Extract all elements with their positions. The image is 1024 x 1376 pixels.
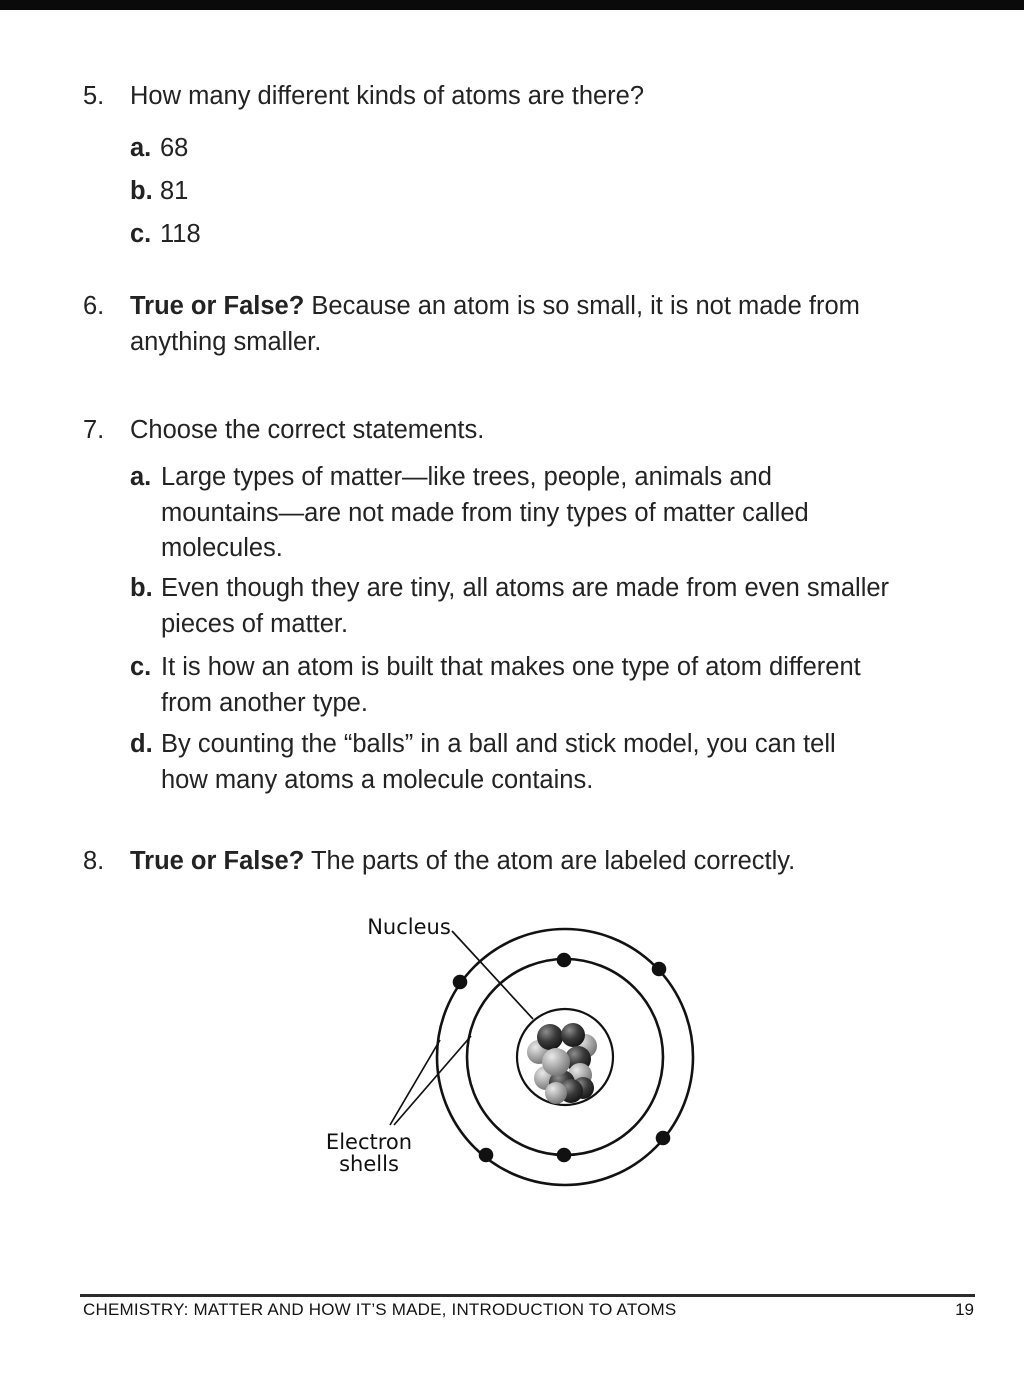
option-letter: c. bbox=[130, 220, 152, 248]
electron-dot bbox=[453, 975, 468, 990]
option-line: molecules. bbox=[161, 534, 283, 562]
question-8-prompt bbox=[130, 843, 970, 879]
electron-dot bbox=[557, 1148, 572, 1163]
footer-running-title: CHEMISTRY: MATTER AND HOW IT’S MADE, INTRODUCTION TO ATOMS bbox=[83, 1300, 677, 1319]
option-text: 68 bbox=[160, 134, 189, 162]
option-line: Large types of matter—like trees, people, animals and bbox=[161, 463, 772, 491]
electron-shells-label-line1: Electron bbox=[325, 1130, 413, 1154]
nucleon-ball bbox=[537, 1024, 563, 1050]
question-5-number: 5. bbox=[83, 82, 105, 110]
question-7-option-d bbox=[130, 727, 836, 798]
option-letter: c. bbox=[130, 653, 152, 681]
option-lines bbox=[161, 650, 861, 721]
nucleon-ball bbox=[545, 1082, 567, 1104]
option-letter: a. bbox=[130, 463, 152, 491]
electron-dot bbox=[656, 1131, 671, 1146]
question-6-line2: anything smaller. bbox=[130, 328, 322, 356]
question-5-option-a bbox=[130, 130, 188, 166]
electron-shells-label-line2: shells bbox=[339, 1152, 399, 1176]
true-or-false-lead: True or False? bbox=[130, 292, 305, 320]
true-or-false-lead: True or False? bbox=[130, 847, 305, 875]
option-line: how many atoms a molecule contains. bbox=[161, 765, 594, 794]
question-7-option-b bbox=[130, 571, 889, 642]
option-text: 81 bbox=[160, 177, 189, 205]
option-line: Even though they are tiny, all atoms are made from even smaller bbox=[161, 574, 890, 602]
question-6-line1: Because an atom is so small, it is not made from bbox=[311, 292, 860, 320]
question-5-option-c bbox=[130, 216, 201, 252]
shell-pointer-line bbox=[390, 1040, 440, 1125]
question-7-prompt: Choose the correct statements. bbox=[130, 416, 485, 444]
electron-dot bbox=[479, 1148, 494, 1163]
question-6-number: 6. bbox=[83, 292, 105, 320]
nucleus-pointer-line bbox=[452, 931, 533, 1019]
footer-divider-rule bbox=[80, 1294, 975, 1297]
option-text: 118 bbox=[160, 220, 201, 248]
option-letter: d. bbox=[130, 730, 153, 758]
electron-dot bbox=[652, 962, 667, 977]
shell-pointer-line bbox=[394, 1036, 471, 1125]
option-lines bbox=[161, 460, 809, 567]
atom-diagram bbox=[300, 893, 740, 1205]
option-letter: b. bbox=[130, 574, 153, 602]
question-6-prompt bbox=[130, 288, 940, 360]
option-line: It is how an atom is built that makes one type of atom different bbox=[161, 653, 861, 681]
question-7-option-a bbox=[130, 460, 809, 567]
question-7-option-c bbox=[130, 650, 861, 721]
nucleon-ball bbox=[561, 1023, 585, 1047]
option-lines bbox=[161, 571, 889, 642]
option-line: By counting the “balls” in a ball and stick model, you can tell bbox=[161, 730, 836, 758]
question-8-text: The parts of the atom are labeled correctly. bbox=[310, 847, 796, 875]
page-top-edge bbox=[0, 0, 1024, 10]
option-lines bbox=[161, 727, 836, 798]
option-letter: b. bbox=[130, 177, 153, 205]
question-7-number: 7. bbox=[83, 416, 105, 444]
electron-dot bbox=[557, 953, 572, 968]
nucleon-ball bbox=[542, 1048, 570, 1076]
option-line: pieces of matter. bbox=[161, 609, 349, 638]
nucleus-label: Nucleus bbox=[367, 915, 451, 939]
nucleus-cluster bbox=[527, 1023, 597, 1104]
option-letter: a. bbox=[130, 134, 152, 162]
footer-page-number: 19 bbox=[955, 1300, 974, 1319]
option-line: from another type. bbox=[161, 688, 368, 717]
question-5-option-b bbox=[130, 173, 188, 209]
option-line: mountains—are not made from tiny types of matter called bbox=[161, 498, 809, 527]
label-pointer-lines bbox=[390, 931, 533, 1125]
question-8-number: 8. bbox=[83, 847, 105, 875]
question-5-prompt: How many different kinds of atoms are there? bbox=[130, 82, 645, 110]
